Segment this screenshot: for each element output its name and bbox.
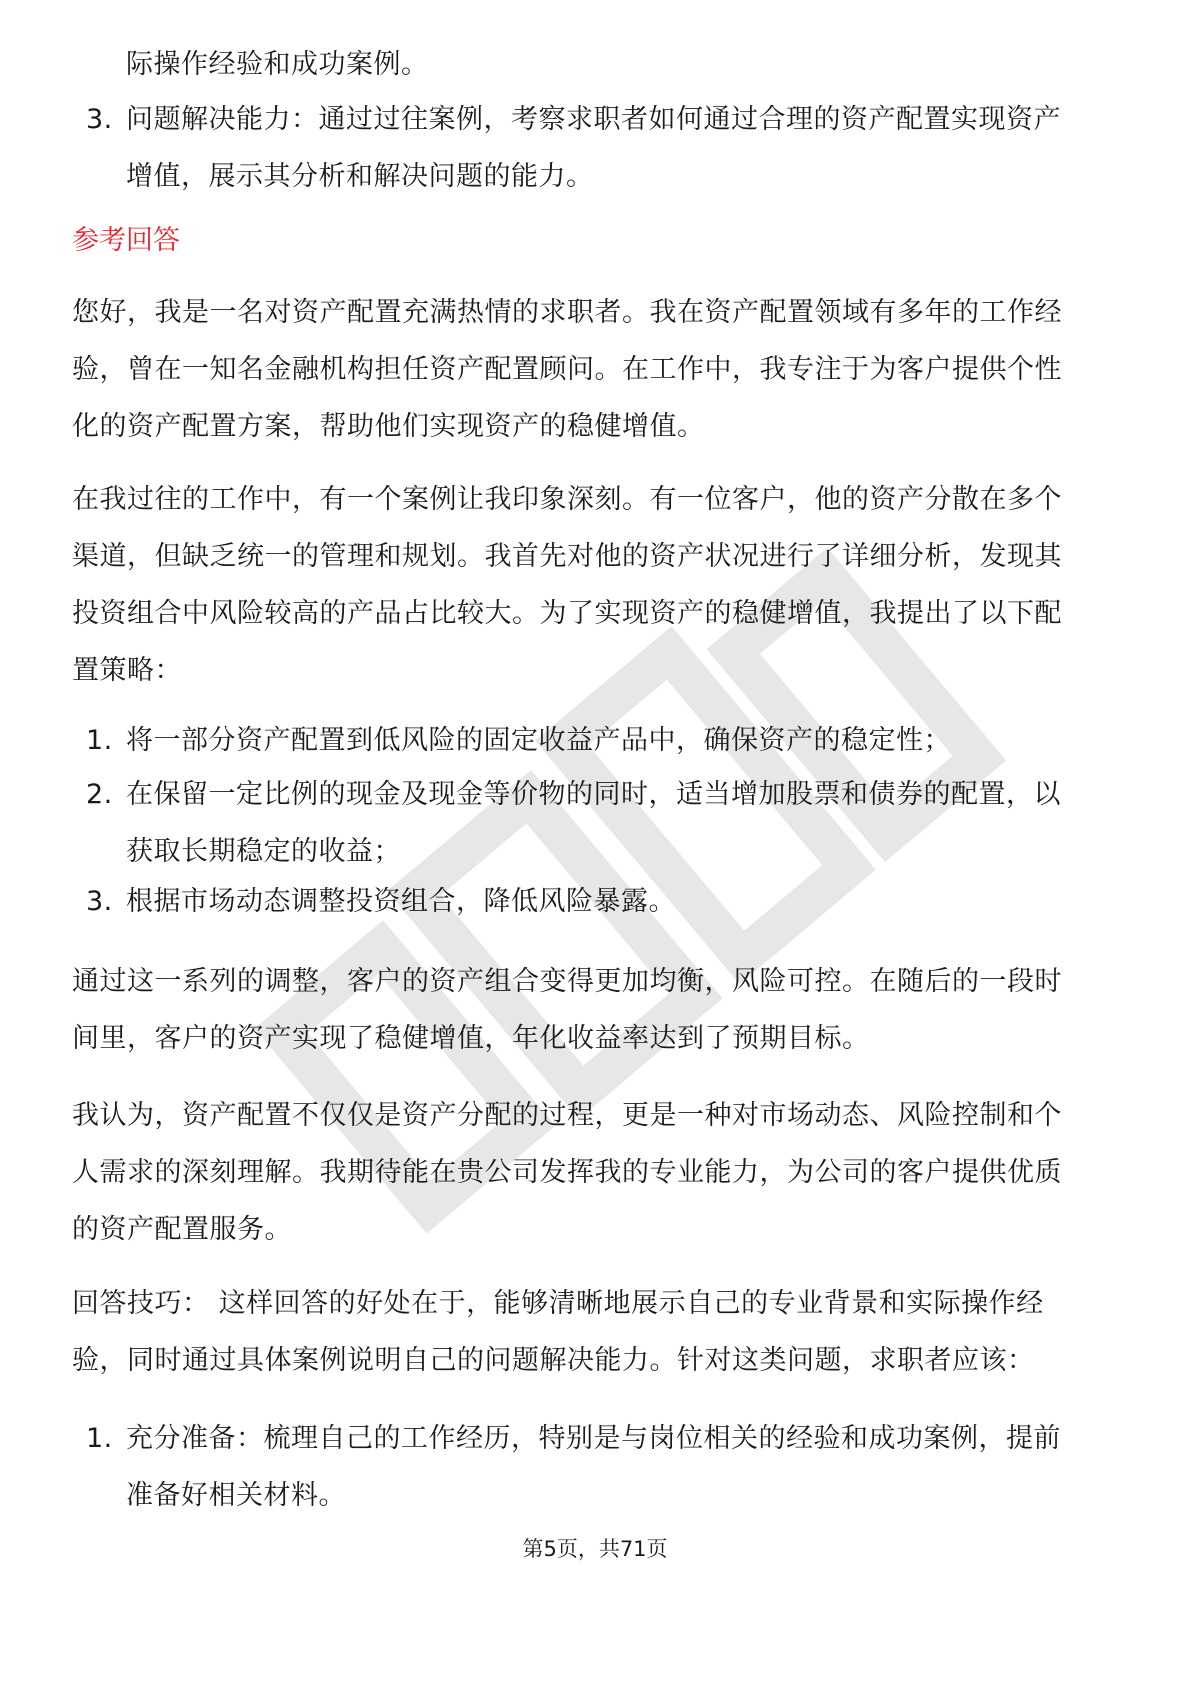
paragraph-line: 回答技巧： 这样回答的好处在于，能够清晰地展示自己的专业背景和实际操作经	[72, 1288, 1044, 1319]
list-item-line: 根据市场动态调整投资组合，降低风险暴露。	[126, 886, 676, 917]
paragraph-line: 置策略：	[72, 655, 182, 686]
list-number: 1.	[86, 725, 113, 756]
list-item-line: 在保留一定比例的现金及现金等价物的同时，适当增加股票和债券的配置，以	[126, 779, 1061, 810]
list-number: 3.	[86, 886, 113, 917]
paragraph-line: 化的资产配置方案，帮助他们实现资产的稳健增值。	[72, 411, 705, 442]
list-item-body	[126, 873, 1126, 930]
paragraph	[72, 953, 1122, 1067]
continuation-text: 际操作经验和成功案例。	[126, 49, 429, 80]
paragraph-line: 在我过往的工作中，有一个案例让我印象深刻。有一位客户，他的资产分散在多个	[72, 484, 1062, 515]
page-footer: 第5页，共71页	[522, 1537, 668, 1561]
paragraph-line: 验，曾在一知名金融机构担任资产配置顾问。在工作中，我专注于为客户提供个性	[72, 354, 1062, 385]
list-number: 1.	[86, 1423, 113, 1454]
list-item-line: 准备好相关材料。	[126, 1480, 346, 1511]
list-number: 2.	[86, 779, 113, 810]
paragraph	[72, 284, 1122, 455]
list-number: 3.	[86, 104, 113, 135]
paragraph	[72, 1087, 1122, 1258]
list-item-line: 将一部分资产配置到低风险的固定收益产品中，确保资产的稳定性；	[126, 725, 951, 756]
list-item-line: 增值，展示其分析和解决问题的能力。	[126, 161, 594, 192]
paragraph	[72, 471, 1122, 699]
paragraph-line: 间里，客户的资产实现了稳健增值，年化收益率达到了预期目标。	[72, 1023, 870, 1054]
paragraph-line: 通过这一系列的调整，客户的资产组合变得更加均衡，风险可控。在随后的一段时	[72, 966, 1062, 997]
list-item-body	[126, 766, 1126, 880]
paragraph	[72, 1275, 1122, 1389]
paragraph-line: 我认为，资产配置不仅仅是资产分配的过程，更是一种对市场动态、风险控制和个	[72, 1100, 1062, 1131]
section-heading: 参考回答	[72, 225, 180, 256]
list-item-body	[126, 712, 1126, 769]
paragraph-line: 您好，我是一名对资产配置充满热情的求职者。我在资产配置领域有多年的工作经	[72, 297, 1062, 328]
paragraph-line: 渠道，但缺乏统一的管理和规划。我首先对他的资产状况进行了详细分析，发现其	[72, 541, 1062, 572]
paragraph-line: 验，同时通过具体案例说明自己的问题解决能力。针对这类问题，求职者应该：	[72, 1345, 1035, 1376]
list-item-line: 问题解决能力：通过过往案例，考察求职者如何通过合理的资产配置实现资产	[126, 104, 1061, 135]
paragraph-line: 投资组合中风险较高的产品占比较大。为了实现资产的稳健增值，我提出了以下配	[72, 598, 1062, 629]
list-item-body	[126, 1410, 1126, 1524]
list-item-line: 充分准备：梳理自己的工作经历，特别是与岗位相关的经验和成功案例，提前	[126, 1423, 1061, 1454]
paragraph-line: 的资产配置服务。	[72, 1214, 292, 1245]
paragraph-line: 人需求的深刻理解。我期待能在贵公司发挥我的专业能力，为公司的客户提供优质	[72, 1157, 1062, 1188]
list-item-body	[126, 91, 1126, 205]
list-item-line: 获取长期稳定的收益；	[126, 836, 401, 867]
